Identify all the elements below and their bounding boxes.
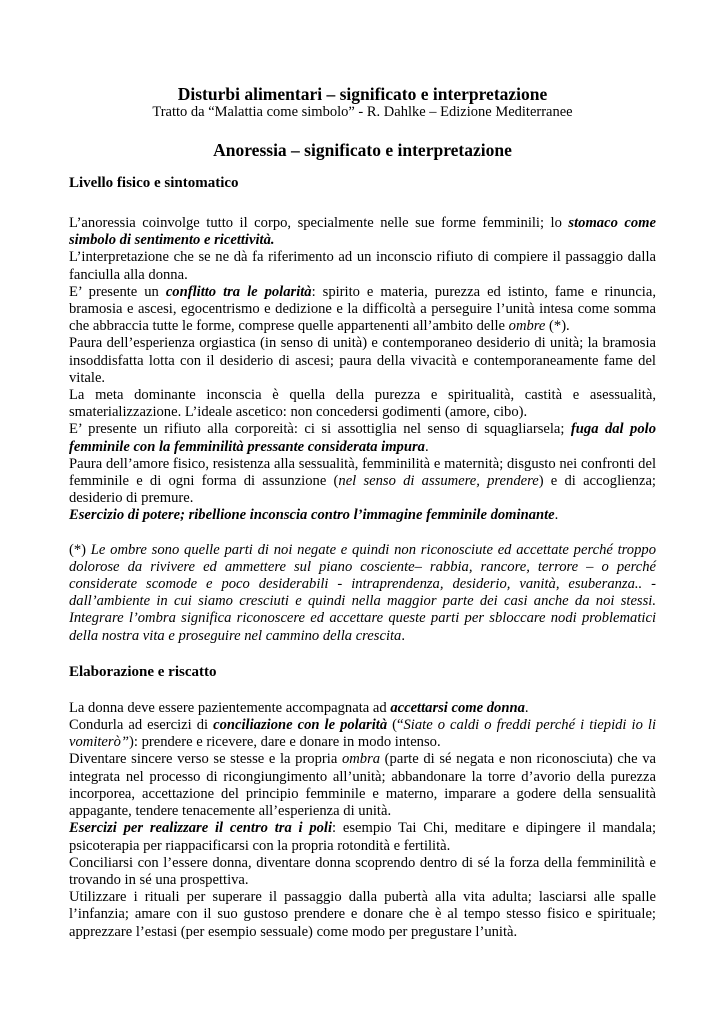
italic-text: Siate o caldi o freddi perché i tiepidi io li vomiterò” <box>69 717 657 751</box>
text: (“ <box>387 717 404 734</box>
emphasis-text: accettarsi come donna <box>390 699 525 716</box>
text: L’anoressia coinvolge tutto il corpo, specialmente nelle sue forme femminili; lo <box>69 215 569 231</box>
text: . <box>524 699 529 716</box>
section-elaboration-body <box>69 700 656 941</box>
paragraph-1 <box>69 215 656 249</box>
heading-physical-level: Livello fisico e sintomatico <box>69 175 239 191</box>
paragraph-12 <box>69 820 656 854</box>
emphasis-text: conflitto tra le polarità <box>165 283 312 300</box>
text: ): prendere e ricevere, dare e donare in modo intenso. <box>129 734 441 751</box>
main-title: Disturbi alimentari – significato e interpretazione <box>177 84 548 104</box>
paragraph-11 <box>69 751 656 820</box>
paragraph-6 <box>69 421 656 455</box>
paragraph-4: Paura dell’esperienza orgiastica (in senso di unità) e contemporaneo desiderio di unità; la bramosia insoddisfatta lotta con il desiderio di ascesi; paura della vivacità e contemporaneamente fame del vitale. <box>69 335 656 386</box>
paragraph-13: Conciliarsi con l’essere donna, diventare donna scoprendo dentro di sé la forza della femminilità e trovando in sé una prospettiva. <box>69 854 656 888</box>
heading-elaboration: Elaborazione e riscatto <box>69 663 217 680</box>
paragraph-2: L’interpretazione che se ne dà fa riferimento ad un inconscio rifiuto di compiere il passaggio dalla fanciulla alla donna. <box>69 249 656 283</box>
paragraph-14: Utilizzare i rituali per superare il passaggio dalla pubertà alla vita adulta; lasciarsi alle spalle l’infanzia; amare con il suo gustoso prendere e donare che è al tempo stesso fisico e spirituale; apprezzare l’estasi (per esempio sessuale) come modo per pregustare l’unità. <box>69 889 656 940</box>
text: ) e di accoglienza; desiderio di premure. <box>69 473 656 507</box>
paragraph-10 <box>69 717 656 751</box>
text: (*). <box>545 318 570 335</box>
section-physical-body <box>69 215 656 525</box>
text: . <box>424 438 429 455</box>
text: Diventare sincere verso se stesse e la propria <box>69 751 342 768</box>
footnote-ombre <box>69 542 656 645</box>
italic-text: ombra <box>341 751 381 768</box>
footnote-marker: (*) <box>69 541 91 558</box>
emphasis-text: Esercizio di potere; ribellione inconscia contro l’immagine femminile dominante <box>69 507 555 524</box>
emphasis-text: Esercizi per realizzare il centro tra i poli <box>69 820 333 837</box>
section-title: Anoressia – significato e interpretazione <box>213 140 512 160</box>
paragraph-3 <box>69 284 656 336</box>
paragraph-5: La meta dominante inconscia è quella della purezza e spiritualità, castità e asessualità, smaterializzazione. L’ideale ascetico: non concedersi godimenti (amore, cibo). <box>69 387 656 421</box>
text: : esempio Tai Chi, meditare e dipingere il mandala; psicoterapia per riappacificarsi con la propria rotondità e fertilità. <box>69 820 657 854</box>
text: . <box>554 507 559 524</box>
emphasis-text: fuga dal polo femminile con la femminilità pressante considerata impura <box>69 421 657 455</box>
paragraph-7 <box>69 456 656 508</box>
paragraph-9 <box>69 700 656 717</box>
text: : spirito e materia, purezza ed istinto, fame e rinuncia, bramosia e ascesi, egocentrismo e dedizione e la difficoltà a perseguire l’unità intesa come somma che abbraccia tutte le forme, comprese quelle appartenenti all’ambito delle <box>69 283 656 335</box>
text: E’ presente un <box>69 283 166 300</box>
italic-text: nel senso di assumere, prendere <box>338 473 539 490</box>
spacer <box>69 525 656 542</box>
emphasis-text: conciliazione con le polarità <box>213 717 388 734</box>
footnote-paragraph <box>69 542 656 645</box>
text: . <box>401 627 406 644</box>
emphasis-text: stomaco come simbolo di sentimento e ricettività. <box>69 215 656 249</box>
text: La donna deve essere pazientemente accompagnata ad <box>69 699 391 716</box>
text: (parte di sé negata e non riconosciuta) che va integrata nel processo di ricongiungimento all’unità; abbandonare la torre d’avorio della purezza incorporea, accettazione del principio femminile e materno, imparare a godere della sensualità appagante, tendere tenacemente all’esperienza di unità. <box>69 751 656 820</box>
text: Condurla ad esercizi di <box>69 717 214 734</box>
text: Paura dell’amore fisico, resistenza alla sessualità, femminilità e maternità; disgusto nei confronti del femminile e di ogni forma di assunzione ( <box>69 455 656 490</box>
paragraph-8 <box>69 507 656 524</box>
italic-text: Le ombre sono quelle parti di noi negate e quindi non riconosciute ed accettate perché troppo dolorose da rivivere ed ammettere sul piano cosciente– rabbia, rancore, terrore – o perché considerate scomode e poco desiderabili - intraprendenza, desiderio, vanità, esuberanza.. - dall’ambiente in cui siamo cresciuti e quindi nella maggior parte dei casi anche da noi stessi. Integrare l’ombra significa riconoscere ed accettare queste parti per sbloccare nodi problematici della nostra vita e proseguire nel cammino della crescita <box>69 541 656 644</box>
italic-text: ombre <box>508 318 546 335</box>
text: E’ presente un rifiuto alla corporeità: ci si assottiglia nel senso di squagliarsela; <box>69 421 571 438</box>
source-subtitle: Tratto da “Malattia come simbolo” - R. Dahlke – Edizione Mediterranee <box>152 104 573 120</box>
